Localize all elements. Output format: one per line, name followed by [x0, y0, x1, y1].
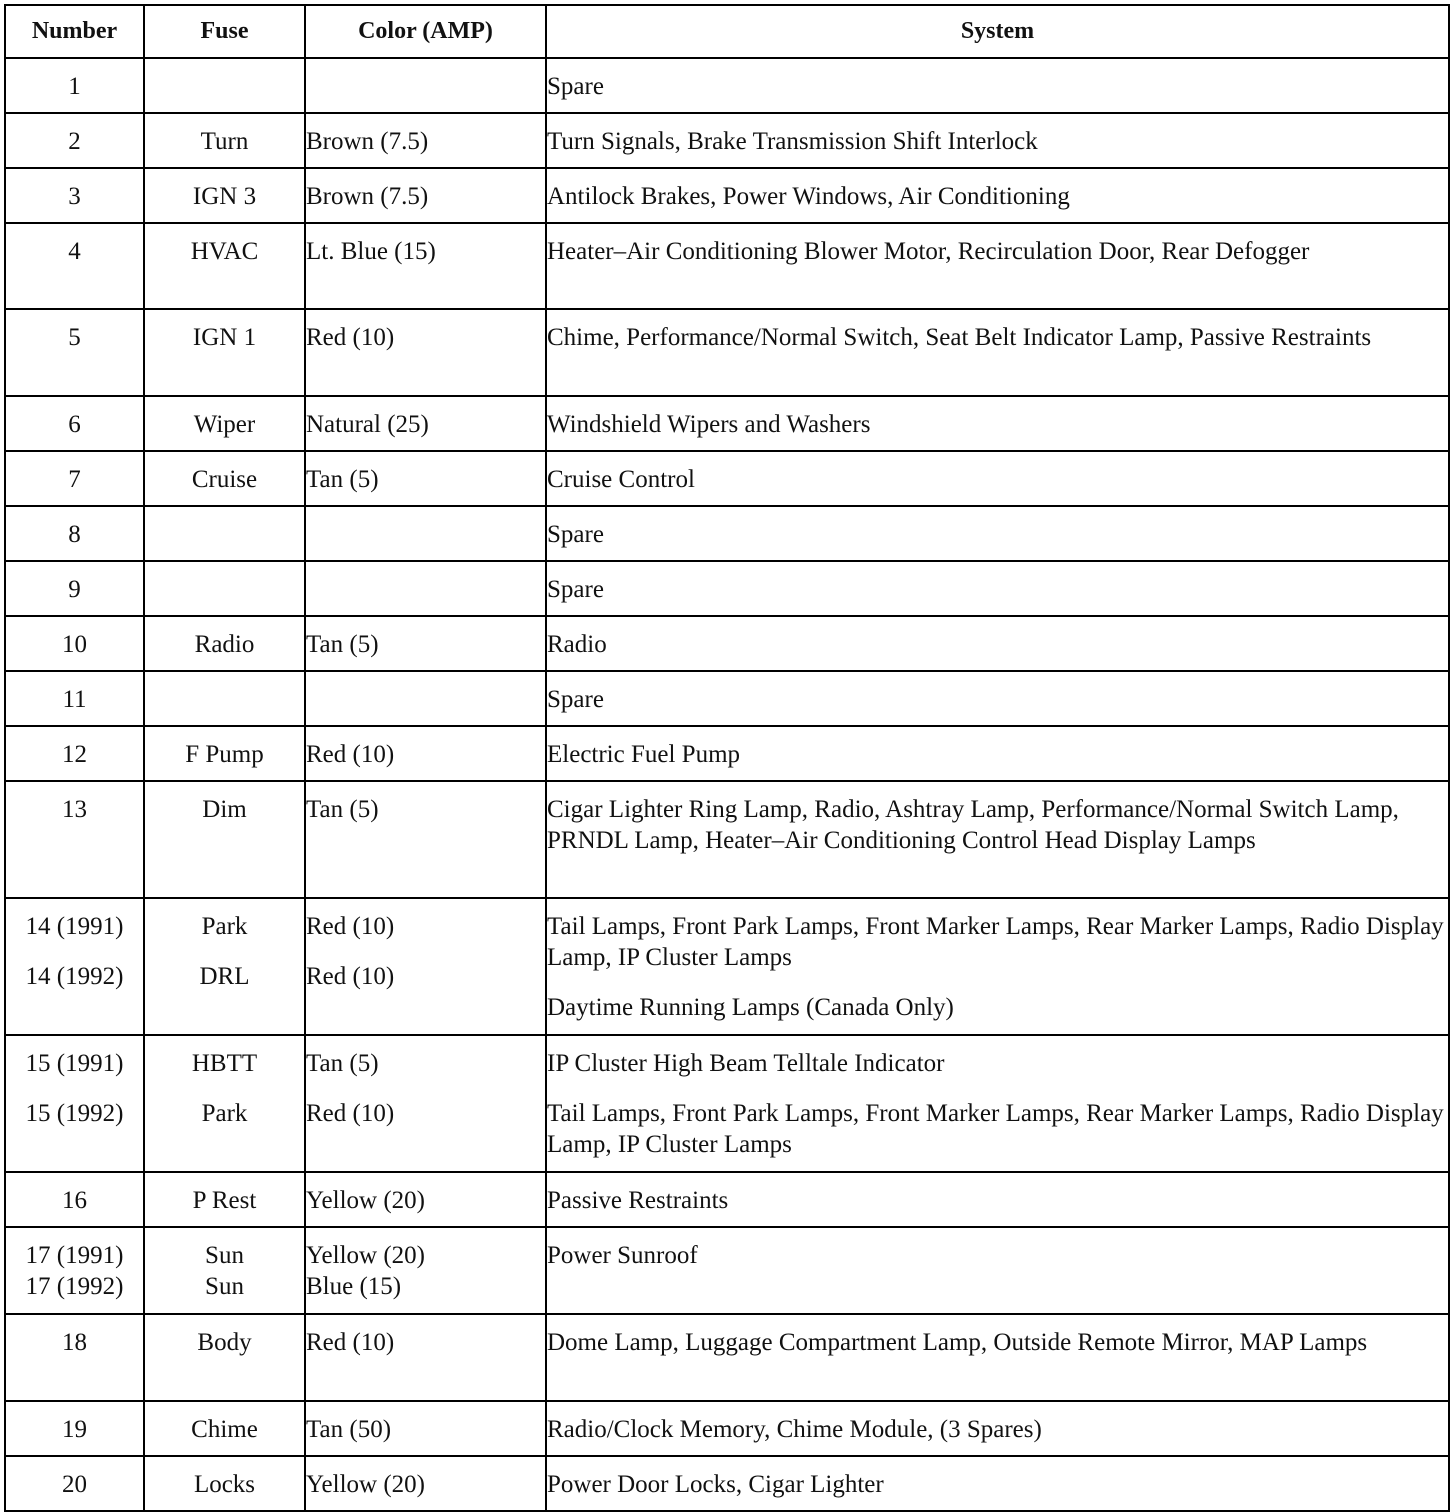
- cell-color-text: Tan (50): [306, 1416, 392, 1443]
- cell-fuse-text: Body: [197, 1329, 252, 1356]
- cell-fuse: [144, 309, 305, 396]
- cell-system: [546, 781, 1449, 898]
- cell-system: [546, 616, 1449, 671]
- cell-system-text: Daytime Running Lamps (Canada Only): [547, 994, 954, 1021]
- cell-system: [546, 309, 1449, 396]
- cell-system: [546, 168, 1449, 223]
- fuse-table: [4, 4, 1450, 1512]
- cell-color-text: Brown (7.5): [306, 183, 429, 210]
- header-row: [5, 5, 1449, 58]
- cell-color: [305, 781, 546, 898]
- cell-system-text: Spare: [547, 576, 604, 603]
- cell-color: [305, 1035, 546, 1172]
- table-row: [5, 1035, 1449, 1172]
- table-row: [5, 223, 1449, 309]
- cell-number-text: 15 (1991): [25, 1050, 124, 1077]
- cell-number-text: 6: [68, 411, 81, 438]
- cell-number-text: 16: [62, 1187, 87, 1214]
- cell-color-text: Tan (5): [306, 466, 379, 493]
- cell-color: [305, 223, 546, 309]
- cell-system: [546, 396, 1449, 451]
- cell-system-text: Spare: [547, 686, 604, 713]
- table-row: [5, 1456, 1449, 1511]
- cell-number-text: 11: [62, 686, 87, 713]
- cell-number-text: 7: [68, 466, 81, 493]
- cell-number: [5, 1172, 144, 1227]
- cell-number-text: 17 (1991): [25, 1242, 124, 1269]
- cell-number: [5, 1035, 144, 1172]
- cell-number: [5, 58, 144, 113]
- cell-color: [305, 898, 546, 1035]
- cell-fuse-text: Dim: [202, 796, 247, 823]
- table-row: [5, 781, 1449, 898]
- cell-system: [546, 451, 1449, 506]
- cell-fuse: [144, 58, 305, 113]
- cell-number: [5, 309, 144, 396]
- cell-number-text: 9: [68, 576, 81, 603]
- cell-color-text: Natural (25): [306, 411, 429, 438]
- cell-system: [546, 223, 1449, 309]
- cell-number: [5, 168, 144, 223]
- cell-fuse: [144, 1227, 305, 1314]
- cell-color-text: Yellow (20): [306, 1471, 425, 1498]
- cell-fuse: [144, 1314, 305, 1401]
- cell-color: [305, 396, 546, 451]
- cell-fuse: [144, 616, 305, 671]
- cell-fuse-text: HVAC: [190, 238, 259, 265]
- table-row: [5, 671, 1449, 726]
- cell-color: [305, 168, 546, 223]
- cell-system: [546, 898, 1449, 1035]
- cell-system-text: IP Cluster High Beam Telltale Indicator: [547, 1050, 945, 1077]
- cell-fuse-text: Park: [201, 1100, 248, 1127]
- cell-fuse: [144, 1172, 305, 1227]
- table-row: [5, 309, 1449, 396]
- cell-color-text: Red (10): [306, 913, 395, 940]
- cell-number: [5, 561, 144, 616]
- cell-fuse: [144, 561, 305, 616]
- table-row: [5, 58, 1449, 113]
- cell-color: [305, 113, 546, 168]
- cell-system-text: Power Sunroof: [547, 1242, 698, 1269]
- table-row: [5, 168, 1449, 223]
- cell-number-text: 3: [68, 183, 81, 210]
- cell-color: [305, 561, 546, 616]
- cell-fuse-text: IGN 3: [192, 183, 257, 210]
- cell-number-text: 12: [62, 741, 87, 768]
- cell-fuse: [144, 671, 305, 726]
- cell-fuse: [144, 1035, 305, 1172]
- cell-fuse-text: Locks: [193, 1471, 256, 1498]
- cell-color: [305, 1401, 546, 1456]
- cell-fuse: [144, 898, 305, 1035]
- cell-system-text: Windshield Wipers and Washers: [547, 411, 871, 438]
- table-row: [5, 1314, 1449, 1401]
- table-row: [5, 1401, 1449, 1456]
- cell-fuse: [144, 223, 305, 309]
- table-row: [5, 451, 1449, 506]
- cell-color-text: Tan (5): [306, 631, 379, 658]
- cell-fuse-text: P Rest: [192, 1187, 257, 1214]
- table-row: [5, 113, 1449, 168]
- table-row: [5, 1227, 1449, 1314]
- cell-color: [305, 616, 546, 671]
- table-row: [5, 616, 1449, 671]
- header-fuse: Fuse: [144, 5, 305, 58]
- cell-color-text: Yellow (20): [306, 1242, 425, 1269]
- cell-number: [5, 1227, 144, 1314]
- cell-fuse: [144, 506, 305, 561]
- cell-system: [546, 671, 1449, 726]
- cell-system-text: Spare: [547, 521, 604, 548]
- table-row: [5, 898, 1449, 1035]
- cell-number-text: 15 (1992): [25, 1100, 124, 1127]
- cell-fuse-text: Sun: [205, 1273, 244, 1300]
- cell-fuse-text: Cruise: [191, 466, 258, 493]
- cell-fuse: [144, 726, 305, 781]
- cell-system: [546, 1401, 1449, 1456]
- cell-number: [5, 223, 144, 309]
- cell-fuse-text: HBTT: [191, 1050, 258, 1077]
- table-row: [5, 1172, 1449, 1227]
- cell-system-text: Radio/Clock Memory, Chime Module, (3 Spares): [547, 1416, 1042, 1443]
- cell-fuse-text: F Pump: [185, 741, 264, 768]
- cell-number-text: 13: [62, 796, 87, 823]
- cell-system: [546, 1172, 1449, 1227]
- cell-number-text: 18: [62, 1329, 87, 1356]
- cell-number: [5, 726, 144, 781]
- cell-color-text: Red (10): [306, 963, 395, 990]
- table-row: [5, 726, 1449, 781]
- cell-color: [305, 671, 546, 726]
- cell-color: [305, 1456, 546, 1511]
- cell-color: [305, 1172, 546, 1227]
- cell-system: [546, 58, 1449, 113]
- cell-fuse: [144, 1401, 305, 1456]
- cell-system: [546, 506, 1449, 561]
- cell-fuse: [144, 396, 305, 451]
- cell-system-text: Power Door Locks, Cigar Lighter: [547, 1471, 884, 1498]
- cell-number: [5, 396, 144, 451]
- cell-fuse: [144, 1456, 305, 1511]
- cell-fuse-text: DRL: [199, 963, 250, 990]
- cell-number-text: 8: [68, 521, 81, 548]
- cell-fuse: [144, 113, 305, 168]
- cell-number: [5, 451, 144, 506]
- cell-color: [305, 451, 546, 506]
- cell-number-text: 17 (1992): [25, 1273, 124, 1300]
- cell-number-text: 5: [68, 324, 81, 351]
- cell-system-text: Turn Signals, Brake Transmission Shift Interlock: [547, 128, 1038, 155]
- cell-number-text: 14 (1991): [25, 913, 124, 940]
- cell-fuse-text: Turn: [200, 128, 249, 155]
- cell-number: [5, 113, 144, 168]
- cell-color-text: Red (10): [306, 324, 395, 351]
- cell-system: [546, 1314, 1449, 1401]
- cell-fuse-text: Park: [201, 913, 248, 940]
- cell-number-text: 1: [68, 73, 81, 100]
- cell-number: [5, 1456, 144, 1511]
- cell-number: [5, 1314, 144, 1401]
- cell-fuse: [144, 451, 305, 506]
- cell-system-text: Spare: [547, 73, 604, 100]
- cell-fuse-text: Radio: [194, 631, 255, 658]
- cell-color: [305, 506, 546, 561]
- cell-system-text: Dome Lamp, Luggage Compartment Lamp, Outside Remote Mirror, MAP Lamps: [547, 1329, 1368, 1356]
- cell-fuse-text: IGN 1: [192, 324, 257, 351]
- header-number: Number: [5, 5, 144, 58]
- cell-number-text: 14 (1992): [25, 963, 124, 990]
- cell-system: [546, 113, 1449, 168]
- table-row: [5, 396, 1449, 451]
- cell-fuse-text: Sun: [205, 1242, 244, 1269]
- cell-system-text: Heater–Air Conditioning Blower Motor, Recirculation Door, Rear Defogger: [547, 238, 1310, 265]
- table-row: [5, 506, 1449, 561]
- cell-color: [305, 309, 546, 396]
- cell-color: [305, 726, 546, 781]
- cell-color-text: Red (10): [306, 741, 395, 768]
- header-color: Color (AMP): [305, 5, 546, 58]
- cell-fuse: [144, 168, 305, 223]
- table-header: [5, 5, 1449, 58]
- cell-system: [546, 1456, 1449, 1511]
- cell-color-text: Tan (5): [306, 1050, 379, 1077]
- cell-fuse: [144, 781, 305, 898]
- cell-system-text: Chime, Performance/Normal Switch, Seat Belt Indicator Lamp, Passive Restraints: [547, 324, 1372, 351]
- cell-system-text: Cigar Lighter Ring Lamp, Radio, Ashtray Lamp, Performance/Normal Switch Lamp, PRNDL Lamp, Heater–Air Conditioning Control Head Display Lamps: [547, 796, 1399, 854]
- cell-number: [5, 898, 144, 1035]
- cell-color: [305, 1314, 546, 1401]
- cell-system: [546, 726, 1449, 781]
- cell-system-text: Tail Lamps, Front Park Lamps, Front Marker Lamps, Rear Marker Lamps, Radio Display Lamp, IP Cluster Lamps: [547, 913, 1444, 971]
- cell-color-text: Blue (15): [306, 1273, 402, 1300]
- cell-number-text: 2: [68, 128, 81, 155]
- table-body: [5, 58, 1449, 1511]
- cell-number-text: 10: [62, 631, 87, 658]
- cell-fuse-text: Chime: [191, 1416, 258, 1443]
- cell-color-text: Brown (7.5): [306, 128, 429, 155]
- cell-color-text: Lt. Blue (15): [306, 238, 436, 265]
- cell-number-text: 4: [68, 238, 81, 265]
- cell-color-text: Red (10): [306, 1329, 395, 1356]
- cell-system-text: Cruise Control: [547, 466, 695, 493]
- header-system: System: [546, 5, 1449, 58]
- cell-system-text: Electric Fuel Pump: [547, 741, 741, 768]
- cell-number: [5, 671, 144, 726]
- cell-fuse-text: Wiper: [193, 411, 256, 438]
- cell-number: [5, 1401, 144, 1456]
- cell-number: [5, 781, 144, 898]
- cell-color-text: Red (10): [306, 1100, 395, 1127]
- cell-system-text: Tail Lamps, Front Park Lamps, Front Marker Lamps, Rear Marker Lamps, Radio Display Lamp, IP Cluster Lamps: [547, 1100, 1444, 1158]
- cell-system: [546, 561, 1449, 616]
- cell-number: [5, 616, 144, 671]
- cell-number-text: 19: [62, 1416, 87, 1443]
- cell-system: [546, 1035, 1449, 1172]
- cell-number-text: 20: [62, 1471, 87, 1498]
- cell-color-text: Tan (5): [306, 796, 379, 823]
- cell-color: [305, 1227, 546, 1314]
- cell-number: [5, 506, 144, 561]
- cell-system: [546, 1227, 1449, 1314]
- cell-system-text: Antilock Brakes, Power Windows, Air Conditioning: [547, 183, 1070, 210]
- cell-system-text: Radio: [547, 631, 607, 658]
- cell-color: [305, 58, 546, 113]
- cell-system-text: Passive Restraints: [547, 1187, 729, 1214]
- cell-color-text: Yellow (20): [306, 1187, 425, 1214]
- table-row: [5, 561, 1449, 616]
